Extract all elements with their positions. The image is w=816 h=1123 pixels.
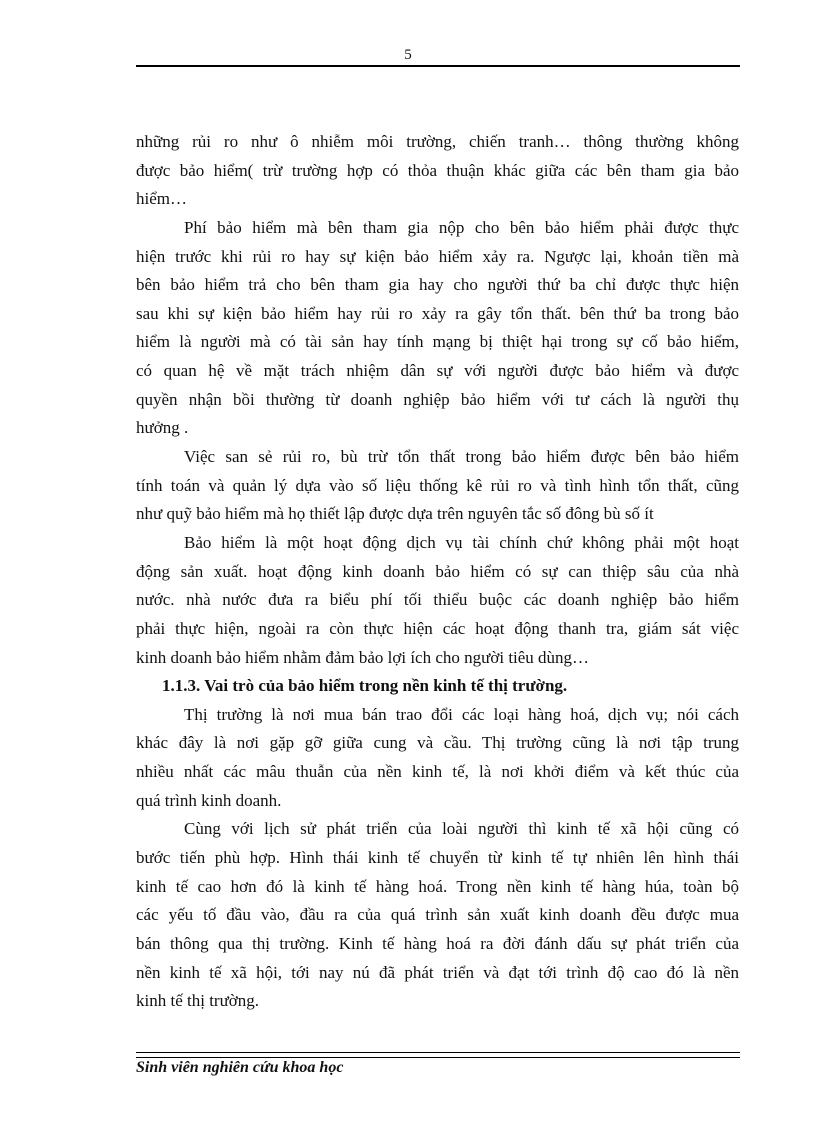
text-line: có quan hệ về mặt trách nhiệm dân sự với người được bảo hiểm và được [136, 361, 739, 381]
text-line: bán thông qua thị trường. Kinh tế hàng hoá ra đời đánh dấu sự phát triển của [136, 933, 739, 953]
text-line: hiện trước khi rủi ro hay sự kiện bảo hiểm xảy ra. Ngược lại, khoản tiền mà [136, 246, 739, 266]
text-line: các yếu tố đầu vào, đầu ra của quá trình sản xuất kinh doanh đều được mua [136, 905, 739, 925]
text-line: Việc san sẻ rủi ro, bù trừ tổn thất trong bảo hiểm được bên bảo hiểm [184, 447, 739, 467]
text-line: tính toán và quản lý dựa vào số liệu thống kê rủi ro và tình hình tổn thất, cũng [136, 475, 739, 495]
text-line: bước tiến phù hợp. Hình thái kinh tế chuyển từ kinh tế tự nhiên lên hình thái [136, 848, 739, 868]
section-heading: 1.1.3. Vai trò của bảo hiểm trong nền kinh tế thị trường. [162, 676, 568, 696]
text-line: hiểm là người mà có tài sản hay tính mạng bị thiệt hại trong sự cố bảo hiểm, [136, 332, 739, 352]
document-body [136, 128, 739, 1016]
text-line: nền kinh tế xã hội, tới nay nú đã phát triển và đạt tới trình độ cao đó là nền [136, 962, 739, 982]
text-line: kinh tế thị trường. [136, 991, 260, 1011]
text-line: như quỹ bảo hiểm mà họ thiết lập được dựa trên nguyên tắc số đông bù số ít [136, 504, 654, 524]
text-line: sau khi sự kiện bảo hiểm hay rủi ro xảy ra gây tổn thất. bên thứ ba trong bảo [136, 303, 739, 323]
text-line: hiểm… [136, 189, 187, 209]
text-line: được bảo hiểm( trừ trường hợp có thỏa thuận khác giữa các bên tham gia bảo [136, 160, 739, 180]
text-line: Cùng với lịch sử phát triển của loài người thì kinh tế xã hội cũng có [184, 819, 739, 839]
text-line: Phí bảo hiểm mà bên tham gia nộp cho bên bảo hiểm phải được thực [184, 217, 739, 237]
text-line: Thị trường là nơi mua bán trao đổi các loại hàng hoá, dịch vụ; nói cách [184, 704, 739, 724]
page-number: 5 [404, 47, 412, 63]
text-line: khác đây là nơi gặp gỡ giữa cung và cầu. Thị trường cũng là nơi tập trung [136, 733, 739, 753]
text-line: nước. nhà nước đưa ra biểu phí tối thiểu buộc các doanh nghiệp bảo hiểm [136, 590, 739, 610]
text-line: động sản xuất. hoạt động kinh doanh bảo hiểm có sự can thiệp sâu của nhà [136, 561, 739, 581]
text-line: quá trình kinh doanh. [136, 790, 282, 810]
text-line: Bảo hiểm là một hoạt động dịch vụ tài chính chứ không phải một hoạt [184, 532, 739, 552]
text-line: những rủi ro như ô nhiễm môi trường, chiến tranh… thông thường không [136, 132, 739, 151]
text-line: kinh doanh bảo hiểm nhằm đảm bảo lợi ích cho người tiêu dùng… [136, 647, 590, 667]
footer-text: Sinh viên nghiên cứu khoa học [136, 1059, 344, 1076]
text-line: nhiều nhất các mâu thuẫn của nền kinh tế, là nơi khởi điểm và kết thúc của [136, 762, 739, 782]
text-line: bên bảo hiểm trả cho bên tham gia hay cho người thứ ba chỉ được thực hiện [136, 275, 739, 295]
text-line: kinh tế cao hơn đó là kinh tế hàng hoá. Trong nền kinh tế hàng húa, toàn bộ [136, 876, 739, 896]
text-line: phải thực hiện, ngoài ra còn thực hiện các hoạt động thanh tra, giám sát việc [136, 618, 739, 638]
header-rule [136, 65, 740, 67]
text-line: hưởng . [136, 418, 189, 438]
text-line: quyền nhận bồi thường từ doanh nghiệp bảo hiểm với tư cách là người thụ [136, 389, 739, 409]
